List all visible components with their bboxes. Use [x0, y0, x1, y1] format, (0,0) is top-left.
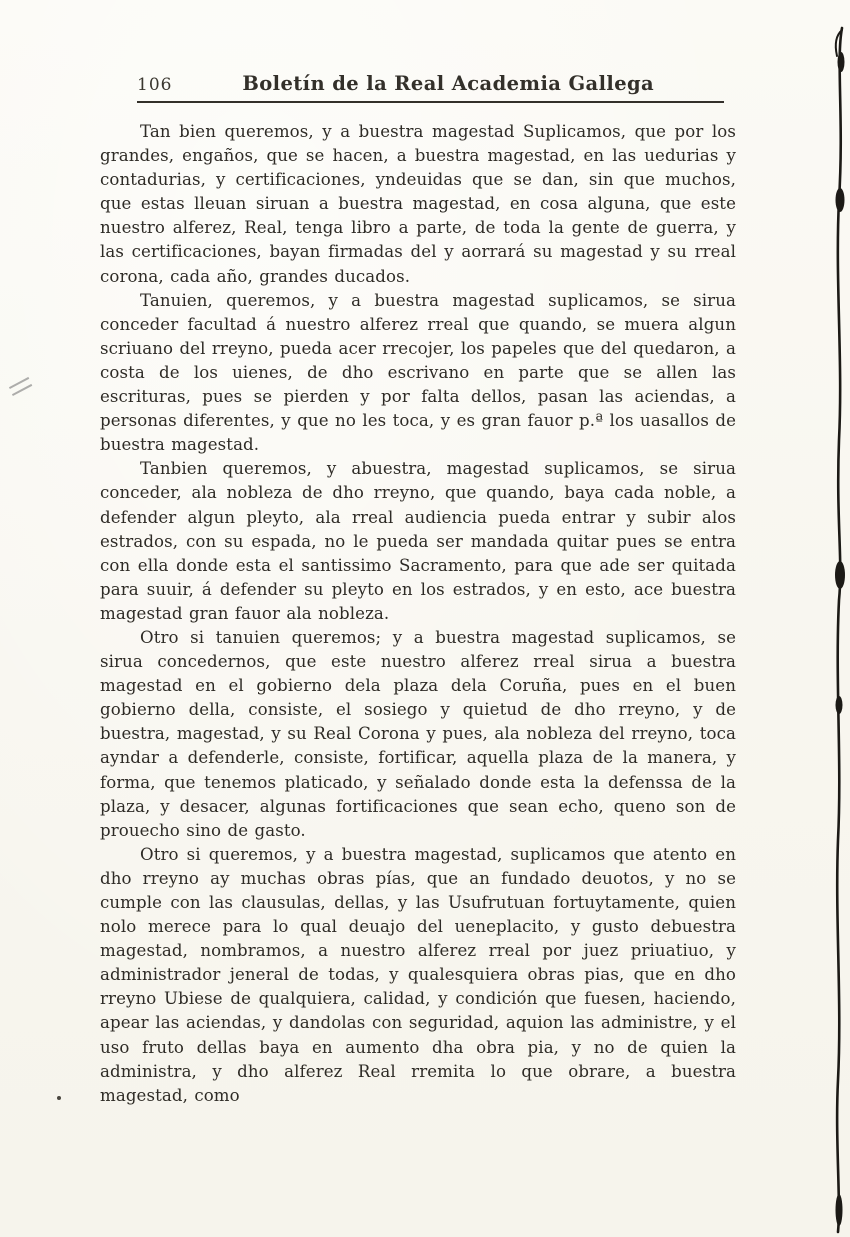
- paragraph: Tan bien queremos, y a buestra magestad Suplicamos, que por los grandes, engaños, que se hacen, a buestra magestad, en las uedurias y contadurias, y certificaciones, yndeuidas que se dan, sin que muchos, que estas lleuan siruan a buestra magestad, en cosa alguna, que este nuestro alferez, Real, tenga libro a parte, de toda la gente de guerra, y las certificaciones, bayan firmadas del y aorrará su magestad y su rreal corona, cada año, grandes ducados.: [100, 122, 736, 286]
- page-number: 106: [137, 75, 173, 95]
- page-header: [137, 72, 724, 103]
- page-body: [100, 120, 736, 1108]
- ink-dot: [57, 1096, 61, 1100]
- paragraph: Tanuien, queremos, y a buestra magestad suplicamos, se sirua conceder facultad á nuestro alferez rreal que quando, se muera algun scriuano del rreyno, pueda acer rrecojer, los papeles que del quedaron, a costa de los uienes, de dho escrivano en parte que se allen las escrituras, pues se pierden y por falta dellos, pasan las aciendas, a personas diferentes, y que no les toca, y es gran fauor p.ª los uasallos de buestra magestad.: [100, 290, 737, 455]
- margin-pencil-mark: [8, 378, 38, 396]
- paragraph: Otro si tanuien queremos; y a buestra magestad suplicamos, se sirua concedernos, que este nuestro alferez rreal sirua a buestra magestad en el gobierno dela plaza dela Coruña, pues en el buen gobierno della, consiste, el sosiego y quietud de dho rreyno, y de buestra, magestad, y su Real Corona y pues, ala nobleza del rreyno, toca ayndar a defenderle, consiste, fortificar, aquella plaza de la manera, y forma, que tenemos platicado, y señalado donde esta la defenssa de la plaza, y desacer, algunas fortificaciones que sean echo, queno son de prouecho sino de gasto.: [100, 627, 736, 840]
- journal-title: Boletín de la Real Academia Gallega: [242, 72, 655, 95]
- binding-thread-icon: [822, 0, 850, 1237]
- paragraph: Tanbien queremos, y abuestra, magestad suplicamos, se sirua conceder, ala nobleza de dho rreyno, que quando, baya cada noble, a defender algun pleyto, ala rreal audiencia pueda entrar y subir alos estrados, con su espada, no le pueda ser mandada quitar pues se entra con ella donde esta el santissimo Sacramento, para que ade ser quitada para suuir, á defender su pleyto en los estrados, y en esto, ace buestra magestad gran fauor ala nobleza.: [100, 459, 736, 623]
- paragraph: Otro si queremos, y a buestra magestad, suplicamos que atento en dho rreyno ay muchas obras pías, que an fundado deuotos, y no se cumple con las clausulas, dellas, y las Usufrutuan fortuytamente, quien nolo merece para lo qual deuajo del ueneplacito, y gusto debuestra magestad, nombramos, a nuestro alferez rreal por juez priuatiuo, y administrador jeneral de todas, y qualesquiera obras pias, que en dho rreyno Ubiese de qualquiera, calidad, y condición que fuesen, haciendo, apear las aciendas, y dandolas con seguridad, aquion las administre, y el uso fruto dellas baya en aumento dha obra pia, y no de quien la administra, y dho alferez Real rremita lo que obrare, a buestra magestad, como: [100, 844, 736, 1105]
